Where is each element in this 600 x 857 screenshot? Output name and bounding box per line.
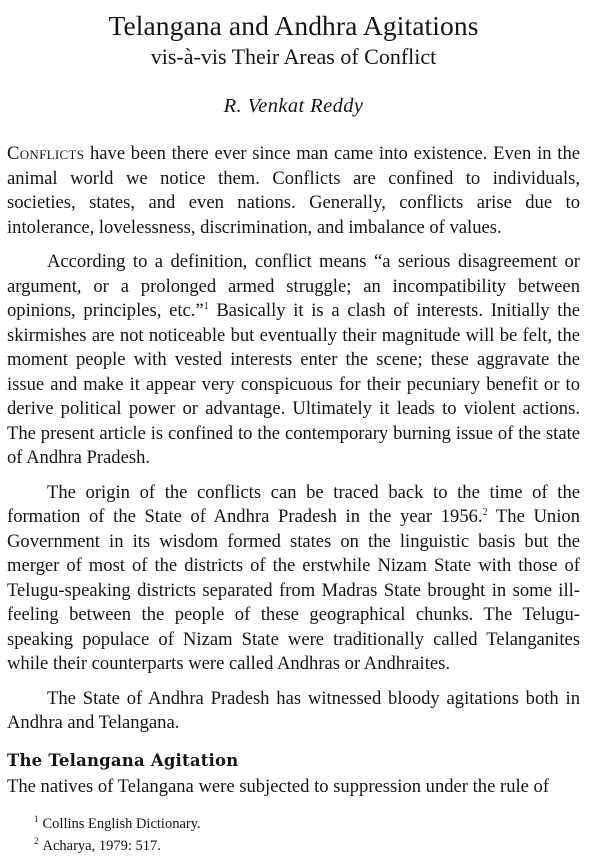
article-subtitle: vis-à-vis Their Areas of Conflict — [150, 44, 437, 69]
footnote-ref-2: 2 — [482, 507, 488, 518]
article-author: R. Venkat Reddy — [223, 95, 364, 117]
footnotes — [7, 813, 580, 857]
paragraph-2 — [7, 250, 580, 471]
footnote-2-marker: 2 — [34, 836, 39, 846]
paragraph-2-text-b: Basically it is a clash of interests. Initially the skirmishes are not noticeable but eventually their magnitude will be felt, the moment people with vested interests enter the scene; these aggravate the issue and make it appear very conspicuous for their pecuniary benefit or to derive political power or advantage. Ultimately it leads to violent actions. The present article is confined to the contemporary burning issue of the state of Andhra Pradesh. — [7, 300, 580, 468]
section-first-line: The natives of Telangana were subjected to suppression under the rule of — [7, 775, 550, 797]
footnote-1 — [7, 813, 580, 835]
paragraph-4: The State of Andhra Pradesh has witnessed bloody agitations both in Andhra and Telangana. — [7, 687, 580, 733]
document-page — [0, 10, 600, 854]
paragraph-2-text-a: According to a definition, conflict means “a serious disagreement or argument, or a prolonged armed struggle; an incompatibility between opinions, principles, etc.” — [7, 251, 580, 321]
paragraph-1-text: have been there ever since man came into existence. Even in the animal world we notice them. Conflicts are confined to individuals, societies, states, and even nations. Generally, conflicts arise due to intolerance, lovelessness, discrimination, and imbalance of values. — [7, 143, 580, 238]
paragraph-1-opening-word: Conflicts — [7, 143, 85, 164]
footnote-2 — [7, 835, 580, 857]
paragraph-3 — [7, 481, 580, 677]
section-heading: The Telangana Agitation — [7, 750, 239, 770]
footnote-1-text: Collins English Dictionary. — [42, 816, 201, 832]
footnote-2-text: Acharya, 1979: 517. — [42, 838, 161, 854]
paragraph-3-text-b: The Union Government in its wisdom formed states on the linguistic basis but the merger of most of the districts of the erstwhile Nizam State with those of Telugu-speaking districts separated from Madras State brought in some ill-feeling between the people of these geographical chunks. The Telugu-speaking populace of Nizam State were traditionally called Telanganites while their counterparts were called Andhras or Andhraites. — [7, 506, 580, 674]
footnote-ref-1: 1 — [203, 301, 209, 312]
footnote-1-marker: 1 — [34, 814, 39, 824]
paragraph-3-text-a: The origin of the conflicts can be traced back to the time of the formation of the State of Andhra Pradesh in the year 1956. — [7, 481, 580, 527]
article-body — [7, 142, 580, 799]
paragraph-1 — [7, 142, 580, 240]
article-title: Telangana and Andhra Agitations — [108, 10, 479, 41]
